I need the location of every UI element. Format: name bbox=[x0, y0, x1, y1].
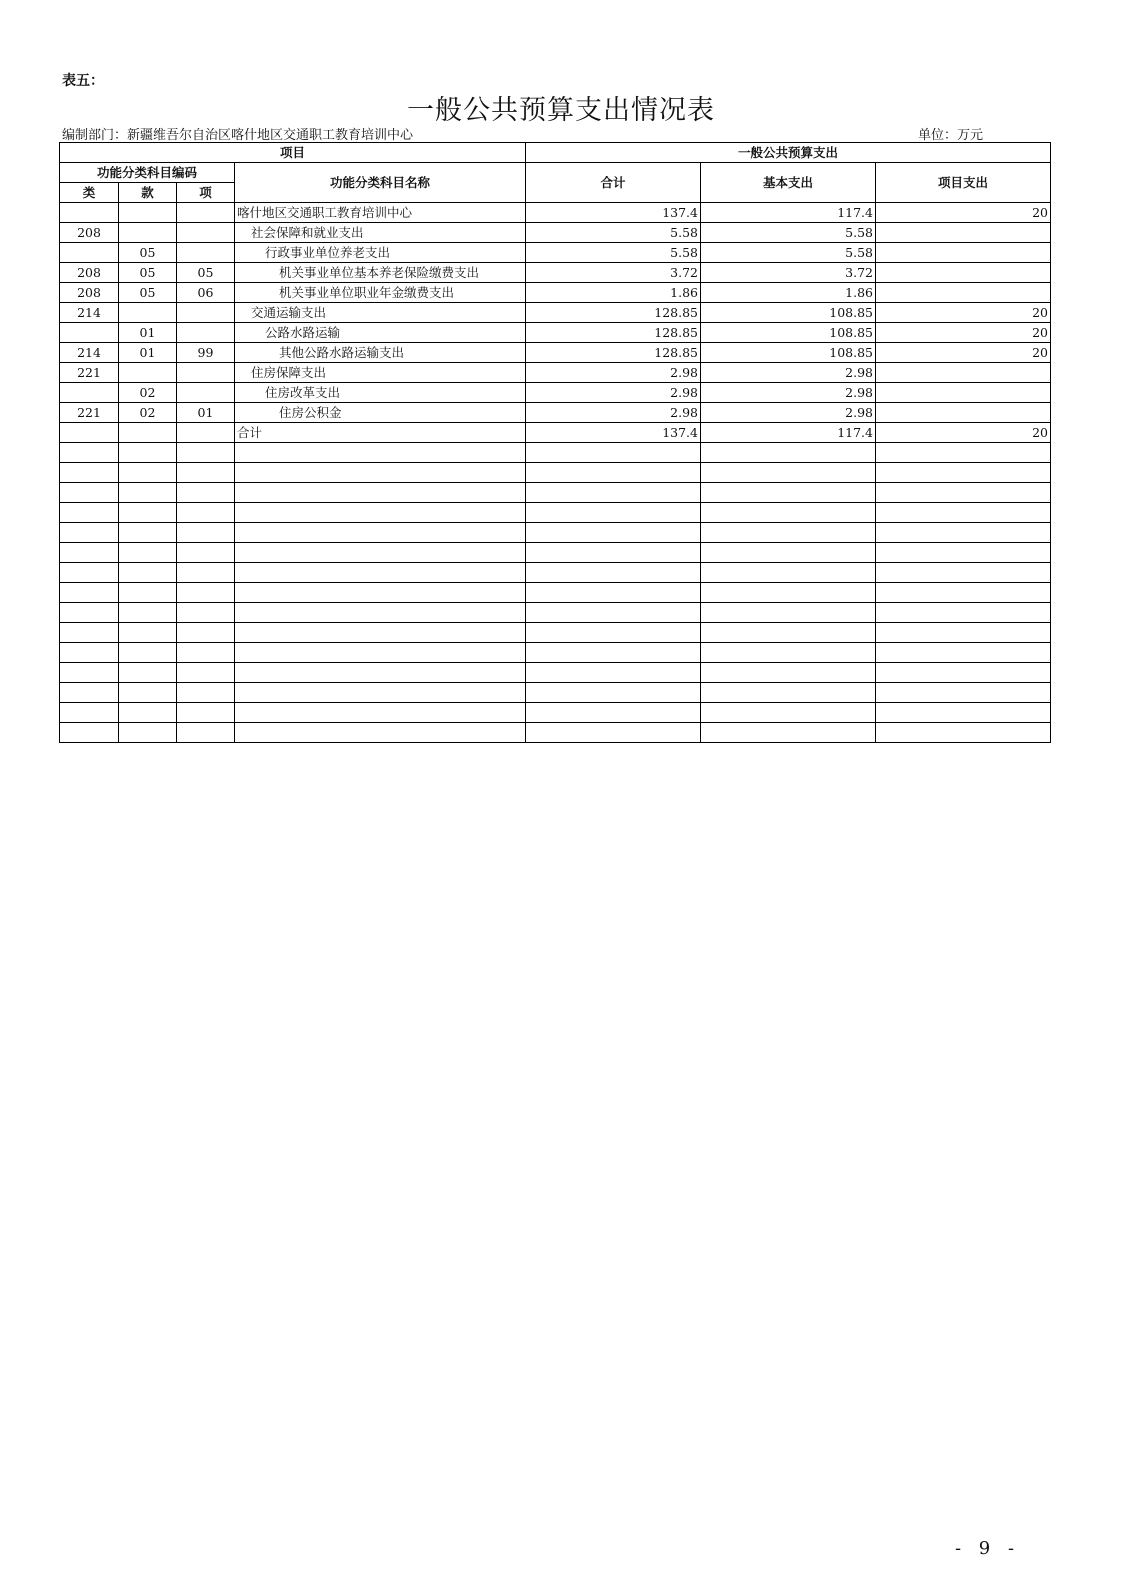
empty-cell bbox=[60, 663, 119, 683]
cell-name: 住房公积金 bbox=[235, 403, 526, 423]
cell-total: 128.85 bbox=[526, 303, 701, 323]
cell-name: 社会保障和就业支出 bbox=[235, 223, 526, 243]
header-basic: 基本支出 bbox=[701, 163, 876, 203]
cell-kuan bbox=[119, 423, 177, 443]
cell-kuan bbox=[119, 203, 177, 223]
cell-project: 20 bbox=[876, 423, 1051, 443]
page-number: - 9 - bbox=[955, 1538, 1021, 1559]
empty-cell bbox=[526, 623, 701, 643]
empty-cell bbox=[876, 523, 1051, 543]
header-project: 项目 bbox=[60, 143, 526, 163]
table-row bbox=[60, 423, 1051, 443]
empty-cell bbox=[60, 583, 119, 603]
empty-cell bbox=[526, 663, 701, 683]
table-row bbox=[60, 383, 1051, 403]
empty-cell bbox=[177, 543, 235, 563]
header-kuan: 款 bbox=[119, 183, 177, 203]
empty-cell bbox=[876, 503, 1051, 523]
cell-basic: 5.58 bbox=[701, 223, 876, 243]
empty-cell bbox=[701, 723, 876, 743]
table-row bbox=[60, 303, 1051, 323]
cell-xiang bbox=[177, 363, 235, 383]
header-code-group: 功能分类科目编码 bbox=[60, 163, 235, 183]
empty-cell bbox=[60, 683, 119, 703]
cell-xiang bbox=[177, 423, 235, 443]
table-row bbox=[60, 223, 1051, 243]
empty-cell bbox=[177, 603, 235, 623]
cell-project: 20 bbox=[876, 323, 1051, 343]
empty-cell bbox=[119, 443, 177, 463]
empty-cell bbox=[526, 703, 701, 723]
cell-xiang bbox=[177, 243, 235, 263]
empty-cell bbox=[235, 583, 526, 603]
cell-total: 137.4 bbox=[526, 203, 701, 223]
header-project-expenditure: 项目支出 bbox=[876, 163, 1051, 203]
cell-basic: 2.98 bbox=[701, 403, 876, 423]
cell-name: 喀什地区交通职工教育培训中心 bbox=[235, 203, 526, 223]
cell-name: 机关事业单位基本养老保险缴费支出 bbox=[235, 263, 526, 283]
cell-xiang: 99 bbox=[177, 343, 235, 363]
empty-cell bbox=[701, 463, 876, 483]
cell-total: 2.98 bbox=[526, 383, 701, 403]
table-row bbox=[60, 403, 1051, 423]
cell-lei: 208 bbox=[60, 283, 119, 303]
empty-cell bbox=[60, 483, 119, 503]
empty-cell bbox=[119, 523, 177, 543]
empty-row bbox=[60, 643, 1051, 663]
empty-cell bbox=[876, 703, 1051, 723]
empty-cell bbox=[526, 543, 701, 563]
empty-cell bbox=[235, 563, 526, 583]
cell-total: 137.4 bbox=[526, 423, 701, 443]
empty-cell bbox=[119, 663, 177, 683]
empty-cell bbox=[876, 683, 1051, 703]
cell-xiang: 05 bbox=[177, 263, 235, 283]
cell-basic: 2.98 bbox=[701, 363, 876, 383]
cell-kuan: 05 bbox=[119, 283, 177, 303]
empty-cell bbox=[235, 603, 526, 623]
empty-cell bbox=[177, 503, 235, 523]
empty-cell bbox=[701, 583, 876, 603]
empty-cell bbox=[119, 483, 177, 503]
empty-row bbox=[60, 603, 1051, 623]
empty-cell bbox=[876, 603, 1051, 623]
empty-cell bbox=[701, 683, 876, 703]
empty-cell bbox=[177, 483, 235, 503]
empty-cell bbox=[876, 583, 1051, 603]
page-title: 一般公共预算支出情况表 bbox=[407, 95, 715, 126]
cell-lei: 208 bbox=[60, 223, 119, 243]
cell-kuan bbox=[119, 223, 177, 243]
empty-cell bbox=[177, 663, 235, 683]
empty-cell bbox=[119, 583, 177, 603]
header-name: 功能分类科目名称 bbox=[235, 163, 526, 203]
empty-cell bbox=[235, 523, 526, 543]
unit-label: 单位：万元 bbox=[918, 128, 984, 143]
cell-basic: 2.98 bbox=[701, 383, 876, 403]
empty-cell bbox=[526, 483, 701, 503]
empty-cell bbox=[526, 563, 701, 583]
cell-kuan: 05 bbox=[119, 243, 177, 263]
empty-cell bbox=[876, 443, 1051, 463]
empty-cell bbox=[60, 723, 119, 743]
cell-project bbox=[876, 363, 1051, 383]
empty-cell bbox=[60, 603, 119, 623]
empty-cell bbox=[177, 523, 235, 543]
empty-cell bbox=[701, 483, 876, 503]
empty-cell bbox=[177, 583, 235, 603]
empty-cell bbox=[526, 583, 701, 603]
table-row bbox=[60, 343, 1051, 363]
empty-cell bbox=[60, 443, 119, 463]
empty-cell bbox=[60, 563, 119, 583]
header-xiang: 项 bbox=[177, 183, 235, 203]
empty-cell bbox=[60, 543, 119, 563]
cell-basic: 117.4 bbox=[701, 423, 876, 443]
cell-project: 20 bbox=[876, 343, 1051, 363]
empty-row bbox=[60, 483, 1051, 503]
cell-basic: 1.86 bbox=[701, 283, 876, 303]
table-row bbox=[60, 263, 1051, 283]
empty-cell bbox=[119, 643, 177, 663]
empty-cell bbox=[119, 463, 177, 483]
table-row bbox=[60, 203, 1051, 223]
cell-project bbox=[876, 403, 1051, 423]
empty-row bbox=[60, 503, 1051, 523]
empty-cell bbox=[119, 723, 177, 743]
empty-cell bbox=[60, 503, 119, 523]
empty-cell bbox=[119, 683, 177, 703]
cell-project bbox=[876, 223, 1051, 243]
table-row bbox=[60, 363, 1051, 383]
empty-cell bbox=[119, 623, 177, 643]
cell-total: 2.98 bbox=[526, 403, 701, 423]
header-lei: 类 bbox=[60, 183, 119, 203]
empty-cell bbox=[876, 543, 1051, 563]
empty-cell bbox=[701, 663, 876, 683]
empty-cell bbox=[701, 603, 876, 623]
empty-cell bbox=[119, 563, 177, 583]
empty-cell bbox=[526, 683, 701, 703]
department-label: 编制部门：新疆维吾尔自治区喀什地区交通职工教育培训中心 bbox=[62, 128, 414, 143]
empty-row bbox=[60, 543, 1051, 563]
cell-total: 5.58 bbox=[526, 243, 701, 263]
empty-cell bbox=[177, 463, 235, 483]
cell-total: 128.85 bbox=[526, 343, 701, 363]
table-row bbox=[60, 243, 1051, 263]
cell-total: 1.86 bbox=[526, 283, 701, 303]
cell-kuan: 01 bbox=[119, 343, 177, 363]
cell-basic: 108.85 bbox=[701, 303, 876, 323]
cell-project bbox=[876, 263, 1051, 283]
empty-cell bbox=[526, 723, 701, 743]
cell-lei bbox=[60, 323, 119, 343]
empty-cell bbox=[526, 463, 701, 483]
cell-name: 交通运输支出 bbox=[235, 303, 526, 323]
cell-name: 其他公路水路运输支出 bbox=[235, 343, 526, 363]
empty-cell bbox=[526, 603, 701, 623]
empty-cell bbox=[526, 443, 701, 463]
cell-xiang bbox=[177, 383, 235, 403]
cell-project bbox=[876, 243, 1051, 263]
empty-cell bbox=[119, 603, 177, 623]
empty-row bbox=[60, 443, 1051, 463]
table-row bbox=[60, 323, 1051, 343]
cell-lei: 221 bbox=[60, 363, 119, 383]
empty-cell bbox=[876, 723, 1051, 743]
empty-cell bbox=[60, 623, 119, 643]
cell-name: 住房保障支出 bbox=[235, 363, 526, 383]
empty-cell bbox=[876, 643, 1051, 663]
table-label: 表五： bbox=[62, 73, 104, 89]
empty-cell bbox=[701, 503, 876, 523]
budget-table bbox=[59, 142, 1051, 743]
empty-cell bbox=[235, 723, 526, 743]
empty-cell bbox=[235, 623, 526, 643]
cell-xiang bbox=[177, 303, 235, 323]
empty-cell bbox=[876, 623, 1051, 643]
cell-basic: 108.85 bbox=[701, 343, 876, 363]
empty-cell bbox=[701, 523, 876, 543]
empty-cell bbox=[119, 543, 177, 563]
empty-cell bbox=[235, 683, 526, 703]
empty-cell bbox=[177, 623, 235, 643]
cell-lei: 214 bbox=[60, 343, 119, 363]
cell-total: 5.58 bbox=[526, 223, 701, 243]
empty-cell bbox=[876, 463, 1051, 483]
empty-cell bbox=[60, 643, 119, 663]
cell-basic: 108.85 bbox=[701, 323, 876, 343]
empty-cell bbox=[235, 463, 526, 483]
empty-row bbox=[60, 583, 1051, 603]
cell-lei bbox=[60, 383, 119, 403]
empty-cell bbox=[177, 703, 235, 723]
cell-basic: 5.58 bbox=[701, 243, 876, 263]
empty-cell bbox=[526, 523, 701, 543]
empty-row bbox=[60, 623, 1051, 643]
empty-cell bbox=[119, 703, 177, 723]
cell-total: 128.85 bbox=[526, 323, 701, 343]
cell-xiang: 06 bbox=[177, 283, 235, 303]
empty-row bbox=[60, 523, 1051, 543]
header-total: 合计 bbox=[526, 163, 701, 203]
empty-cell bbox=[701, 563, 876, 583]
empty-cell bbox=[876, 483, 1051, 503]
header-budget-group: 一般公共预算支出 bbox=[526, 143, 1051, 163]
empty-cell bbox=[876, 663, 1051, 683]
empty-row bbox=[60, 683, 1051, 703]
empty-cell bbox=[526, 643, 701, 663]
empty-cell bbox=[526, 503, 701, 523]
empty-cell bbox=[60, 463, 119, 483]
empty-cell bbox=[235, 483, 526, 503]
table-row bbox=[60, 283, 1051, 303]
cell-name: 公路水路运输 bbox=[235, 323, 526, 343]
cell-lei: 208 bbox=[60, 263, 119, 283]
cell-name: 行政事业单位养老支出 bbox=[235, 243, 526, 263]
cell-name: 机关事业单位职业年金缴费支出 bbox=[235, 283, 526, 303]
empty-row bbox=[60, 723, 1051, 743]
cell-name: 合计 bbox=[235, 423, 526, 443]
cell-lei bbox=[60, 243, 119, 263]
cell-lei: 221 bbox=[60, 403, 119, 423]
cell-kuan: 02 bbox=[119, 403, 177, 423]
empty-cell bbox=[701, 643, 876, 663]
empty-cell bbox=[235, 643, 526, 663]
cell-kuan: 05 bbox=[119, 263, 177, 283]
cell-lei: 214 bbox=[60, 303, 119, 323]
empty-cell bbox=[701, 543, 876, 563]
cell-basic: 117.4 bbox=[701, 203, 876, 223]
empty-cell bbox=[701, 703, 876, 723]
empty-cell bbox=[235, 703, 526, 723]
cell-project bbox=[876, 383, 1051, 403]
empty-row bbox=[60, 563, 1051, 583]
empty-cell bbox=[60, 703, 119, 723]
empty-cell bbox=[177, 683, 235, 703]
empty-cell bbox=[876, 563, 1051, 583]
cell-xiang bbox=[177, 203, 235, 223]
cell-kuan bbox=[119, 303, 177, 323]
cell-project: 20 bbox=[876, 303, 1051, 323]
cell-xiang bbox=[177, 223, 235, 243]
cell-project: 20 bbox=[876, 203, 1051, 223]
empty-row bbox=[60, 663, 1051, 683]
table-body bbox=[60, 203, 1051, 743]
empty-cell bbox=[701, 443, 876, 463]
cell-xiang bbox=[177, 323, 235, 343]
cell-name: 住房改革支出 bbox=[235, 383, 526, 403]
empty-cell bbox=[177, 723, 235, 743]
cell-project bbox=[876, 283, 1051, 303]
empty-row bbox=[60, 463, 1051, 483]
empty-cell bbox=[235, 663, 526, 683]
empty-row bbox=[60, 703, 1051, 723]
empty-cell bbox=[177, 643, 235, 663]
empty-cell bbox=[701, 623, 876, 643]
cell-lei bbox=[60, 203, 119, 223]
empty-cell bbox=[60, 523, 119, 543]
cell-basic: 3.72 bbox=[701, 263, 876, 283]
cell-kuan: 01 bbox=[119, 323, 177, 343]
cell-lei bbox=[60, 423, 119, 443]
empty-cell bbox=[235, 503, 526, 523]
empty-cell bbox=[235, 543, 526, 563]
cell-kuan bbox=[119, 363, 177, 383]
cell-total: 2.98 bbox=[526, 363, 701, 383]
empty-cell bbox=[177, 443, 235, 463]
empty-cell bbox=[235, 443, 526, 463]
cell-total: 3.72 bbox=[526, 263, 701, 283]
empty-cell bbox=[177, 563, 235, 583]
cell-xiang: 01 bbox=[177, 403, 235, 423]
cell-kuan: 02 bbox=[119, 383, 177, 403]
empty-cell bbox=[119, 503, 177, 523]
